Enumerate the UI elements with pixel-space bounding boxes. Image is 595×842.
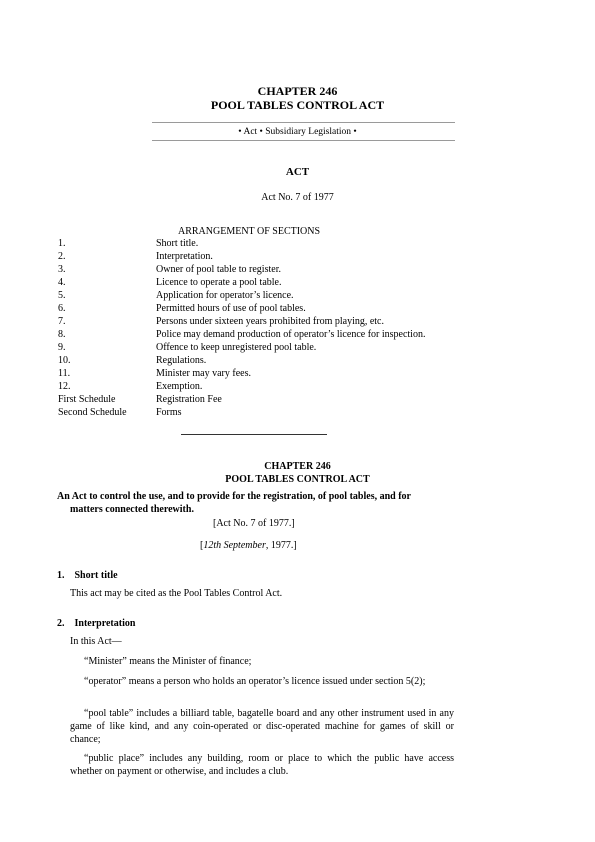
toc-row[interactable] [58,238,528,250]
long-title-line-2: matters connected therewith. [70,504,194,515]
schedule-title: Forms [156,407,182,418]
body-chapter-number: CHAPTER 246 [264,461,331,472]
toc-row[interactable] [58,251,528,263]
section-title: Permitted hours of use of pool tables. [156,303,306,314]
section-number: 5. [58,290,66,301]
toc-row[interactable] [58,303,528,315]
toc-row[interactable] [58,381,528,393]
section-title: Short title. [156,238,199,249]
section-title: Regulations. [156,355,207,366]
act-title: POOL TABLES CONTROL ACT [210,98,385,112]
section-number: 8. [58,329,66,340]
section-title: Persons under sixteen years prohibited from playing, etc. [156,316,384,327]
section-number: 12. [58,381,71,392]
subsidiary-legislation-link[interactable]: Subsidiary Legislation [265,127,352,137]
schedule-title: Registration Fee [156,394,222,405]
section-number: 1. [58,238,66,249]
top-divider [152,122,455,123]
toc-row[interactable] [58,277,528,289]
section-divider [181,434,327,435]
section-number: 4. [58,277,66,288]
section-title: Police may demand production of operator’s licence for inspection. [156,329,426,340]
toc-row[interactable] [58,264,528,276]
body-act-title: POOL TABLES CONTROL ACT [225,474,370,485]
toc-row[interactable] [58,368,528,380]
bottom-divider [152,140,455,141]
date-bracket: [ [200,540,204,551]
section-2-heading: 2. Interpretation [57,618,136,629]
act-heading: ACT [285,166,310,178]
long-title-line-1: An Act to control the use, and to provide for the registration, of pool tables, and for [57,491,411,502]
section-number: 7. [58,316,66,327]
definition-minister: “Minister” means the Minister of finance; [84,656,252,667]
toc-row[interactable] [58,316,528,328]
section-number: 6. [58,303,66,314]
toc-row[interactable] [58,394,528,406]
section-1-heading: 1. Short title [57,570,118,581]
section-title: Licence to operate a pool table. [156,277,282,288]
section-title: Exemption. [156,381,203,392]
act-reference: [Act No. 7 of 1977.] [213,518,295,529]
date-rest: , 1977.] [265,540,297,551]
bullet: • [259,127,263,137]
section-title: Interpretation. [156,251,213,262]
definition-public-place: “public place” includes any building, room or place to which the public have access whether on payment or otherwise, and includes a club. [70,753,454,777]
toc-row[interactable] [58,342,528,354]
bullet: • [238,127,242,137]
act-link[interactable]: Act [243,127,258,137]
section-number: 11. [58,368,71,379]
toc-row[interactable] [58,329,528,341]
section-2-intro: In this Act— [70,636,122,647]
definition-pool-table: “pool table” includes a billiard table, bagatelle board and any other instrument used in any game of like kind, and any coin-operated or disc-operated machine for games of skill or chance; [70,708,454,745]
act-number: Act No. 7 of 1977 [261,192,334,203]
definition-operator: “operator” means a person who holds an operator’s licence issued under section 5(2); [84,676,426,687]
toc-row[interactable] [58,290,528,302]
section-title: Owner of pool table to register. [156,264,281,275]
section-number: 10. [58,355,71,366]
schedule-label: Second Schedule [58,407,127,418]
section-number: 2. [58,251,66,262]
chapter-number: CHAPTER 246 [257,84,338,98]
date-italic: 12th September [203,540,266,551]
toc-row[interactable] [58,407,528,419]
commencement-date [200,540,297,551]
section-number: 9. [58,342,66,353]
schedule-label: First Schedule [58,394,116,405]
section-1-text: This act may be cited as the Pool Tables Control Act. [70,588,283,599]
section-number: 3. [58,264,66,275]
toc-row[interactable] [58,355,528,367]
arrangement-heading: ARRANGEMENT OF SECTIONS [178,226,321,237]
section-title: Offence to keep unregistered pool table. [156,342,317,353]
bullet: • [353,127,357,137]
section-title: Minister may vary fees. [156,368,251,379]
section-title: Application for operator’s licence. [156,290,294,301]
nav-links [0,127,595,137]
